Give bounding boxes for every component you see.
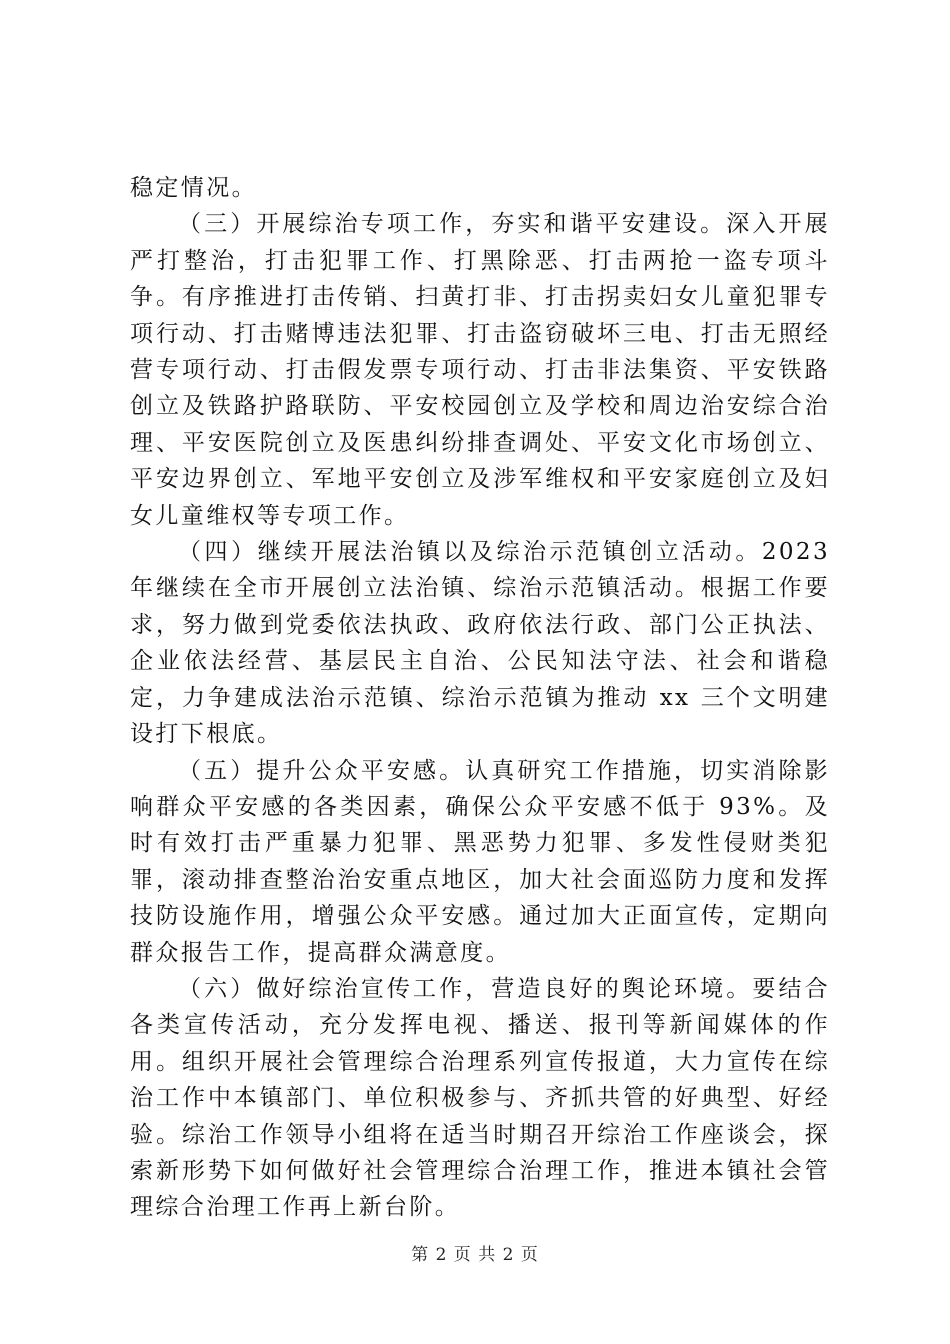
paragraph-section-5: （五）提升公众平安感。认真研究工作措施，切实消除影响群众平安感的各类因素，确保公众平安感不低于 93%。及时有效打击严重暴力犯罪、黑恶势力犯罪、多发性侵财类犯罪，滚动排查整治治安重点地区，加大社会面巡防力度和发挥技防设施作用，增强公众平安感。通过加大正面宣传，定期向群众报告工作，提高群众满意度。 — [130, 757, 830, 966]
paragraph-section-6: （六）做好综治宣传工作，营造良好的舆论环境。要结合各类宣传活动，充分发挥电视、播送、报刊等新闻媒体的作用。组织开展社会管理综合治理系列宣传报道，大力宣传在综治工作中本镇部门、单位积极参与、齐抓共管的好典型、好经验。综治工作领导小组将在适当时期召开综治工作座谈会，探索新形势下如何做好社会管理综合治理工作，推进本镇社会管理综合治理工作再上新台阶。 — [130, 975, 830, 1221]
document-body — [130, 170, 830, 1226]
paragraph-continuation: 稳定情况。 — [130, 175, 257, 201]
paragraph-section-4: （四）继续开展法治镇以及综治示范镇创立活动。2023 年继续在全市开展创立法治镇、综治示范镇活动。根据工作要求，努力做到党委依法执政、政府依法行政、部门公正执法、企业依法经营、基层民主自治、公民知法守法、社会和谐稳定，力争建成法治示范镇、综治示范镇为推动 xx 三个文明建设打下根底。 — [130, 539, 830, 748]
page-number-footer: 第 2 页 共 2 页 — [411, 1245, 539, 1265]
paragraph-section-3: （三）开展综治专项工作，夯实和谐平安建设。深入开展严打整治，打击犯罪工作、打黑除恶、打击两抢一盗专项斗争。有序推进打击传销、扫黄打非、打击拐卖妇女儿童犯罪专项行动、打击赌博违法犯罪、打击盗窃破坏三电、打击无照经营专项行动、打击假发票专项行动、打击非法集资、平安铁路创立及铁路护路联防、平安校园创立及学校和周边治安综合治理、平安医院创立及医患纠纷排查调处、平安文化市场创立、平安边界创立、军地平安创立及涉军维权和平安家庭创立及妇女儿童维权等专项工作。 — [130, 211, 830, 529]
